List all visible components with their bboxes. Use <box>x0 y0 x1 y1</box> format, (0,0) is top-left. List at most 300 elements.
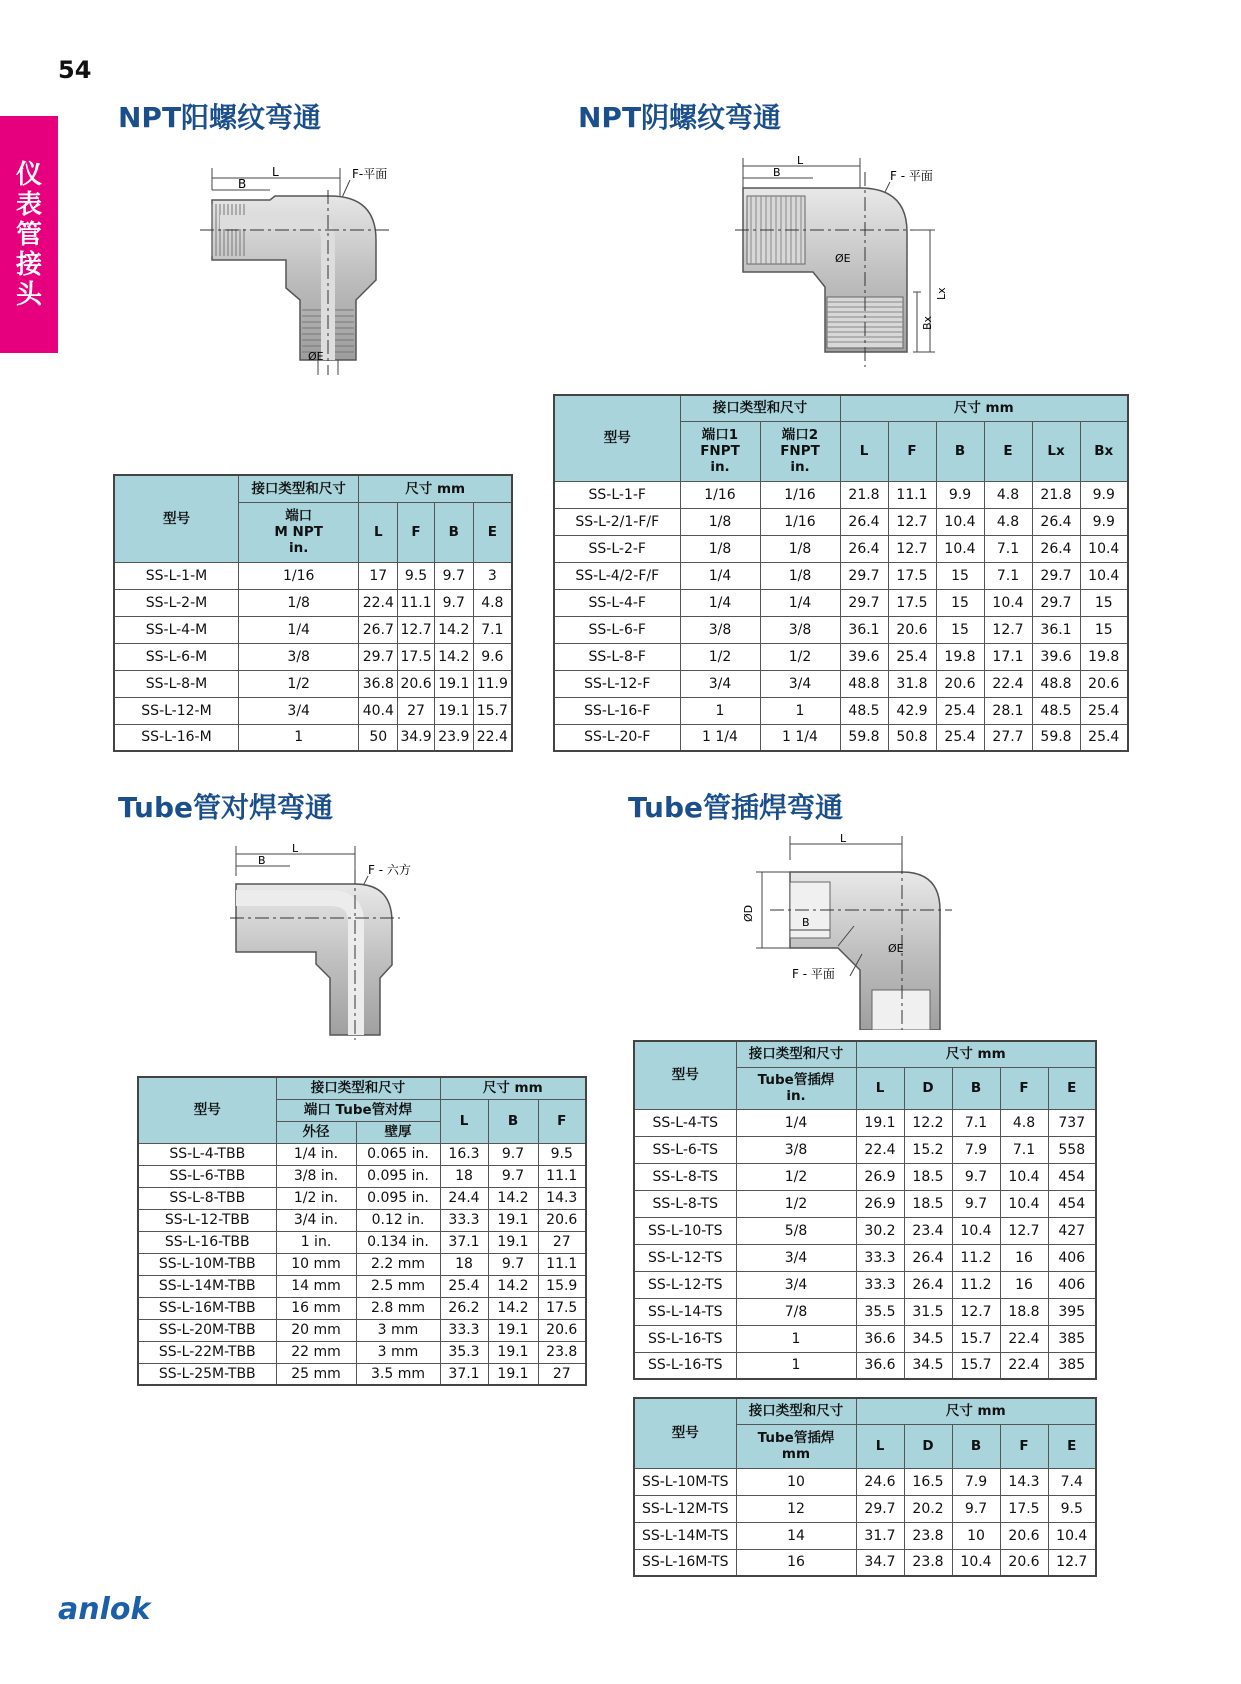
value-cell: 36.8 <box>359 670 398 697</box>
table-row <box>138 1165 586 1187</box>
value-cell: 20 mm <box>276 1319 356 1341</box>
model-cell: SS-L-2-M <box>114 589 238 616</box>
dim-label: F - 六方 <box>368 863 411 877</box>
value-cell: 31.7 <box>856 1522 904 1549</box>
value-cell: 34.5 <box>904 1325 952 1352</box>
value-cell: 26.4 <box>1032 535 1080 562</box>
value-cell: 3.5 mm <box>356 1363 440 1385</box>
value-cell: 3/8 <box>760 616 840 643</box>
table-row <box>634 1217 1096 1244</box>
header-col: F <box>1000 1067 1048 1109</box>
value-cell: 17.1 <box>984 643 1032 670</box>
value-cell: 1/2 <box>736 1190 856 1217</box>
value-cell: 14.2 <box>434 643 473 670</box>
value-cell: 3/4 <box>680 670 760 697</box>
value-cell: 10 <box>952 1522 1000 1549</box>
header-col: L <box>440 1099 488 1143</box>
header-port1 <box>680 421 760 481</box>
value-cell: 1/2 <box>760 643 840 670</box>
header-port <box>736 1067 856 1109</box>
value-cell: 3/8 <box>680 616 760 643</box>
value-cell: 23.8 <box>904 1549 952 1576</box>
value-cell: 1/2 <box>238 670 358 697</box>
value-cell: 37.1 <box>440 1231 488 1253</box>
value-cell: 20.6 <box>888 616 936 643</box>
value-cell: 36.6 <box>856 1352 904 1379</box>
dim-label: L <box>292 842 299 855</box>
side-tab-char: 仪 <box>15 159 42 190</box>
header-port2-label: 端口2 <box>781 427 819 443</box>
value-cell: 26.4 <box>904 1271 952 1298</box>
model-cell: SS-L-4-TS <box>634 1109 736 1136</box>
header-port-label: Tube管插焊 <box>757 1072 835 1088</box>
value-cell: 7.1 <box>952 1109 1000 1136</box>
model-cell: SS-L-14M-TBB <box>138 1275 276 1297</box>
table-row <box>114 724 512 751</box>
page-number: 54 <box>58 56 92 84</box>
model-cell: SS-L-2-F <box>554 535 680 562</box>
value-cell: 10.4 <box>1080 535 1128 562</box>
value-cell: 395 <box>1048 1298 1096 1325</box>
value-cell: 7.4 <box>1048 1468 1096 1495</box>
value-cell: 14.2 <box>488 1187 538 1209</box>
value-cell: 1 <box>736 1352 856 1379</box>
value-cell: 3/8 <box>736 1136 856 1163</box>
model-cell: SS-L-20-F <box>554 724 680 751</box>
value-cell: 1/4 <box>238 616 358 643</box>
value-cell: 15 <box>1080 589 1128 616</box>
value-cell: 27 <box>538 1231 586 1253</box>
table-row <box>634 1352 1096 1379</box>
value-cell: 1/8 <box>238 589 358 616</box>
value-cell: 48.8 <box>1032 670 1080 697</box>
value-cell: 1 in. <box>276 1231 356 1253</box>
header-port-type: FNPT <box>700 443 740 459</box>
value-cell: 9.6 <box>473 643 512 670</box>
value-cell: 16 <box>736 1549 856 1576</box>
value-cell: 9.7 <box>952 1495 1000 1522</box>
dim-label: L <box>797 154 804 167</box>
value-cell: 23.8 <box>904 1522 952 1549</box>
value-cell: 1/8 <box>680 535 760 562</box>
header-col: F <box>1000 1424 1048 1468</box>
model-cell: SS-L-10-TS <box>634 1217 736 1244</box>
value-cell: 35.5 <box>856 1298 904 1325</box>
value-cell: 9.7 <box>434 589 473 616</box>
value-cell: 50.8 <box>888 724 936 751</box>
header-port-unit: in. <box>790 459 810 475</box>
value-cell: 14.3 <box>1000 1468 1048 1495</box>
table-row <box>634 1244 1096 1271</box>
model-cell: SS-L-2/1-F/F <box>554 508 680 535</box>
value-cell: 36.6 <box>856 1325 904 1352</box>
side-tab-char: 接 <box>15 249 42 280</box>
value-cell: 20.6 <box>1000 1549 1048 1576</box>
value-cell: 406 <box>1048 1271 1096 1298</box>
value-cell: 5/8 <box>736 1217 856 1244</box>
header-col: B <box>936 421 984 481</box>
value-cell: 14 mm <box>276 1275 356 1297</box>
value-cell: 48.5 <box>1032 697 1080 724</box>
side-tab-char: 表 <box>15 189 42 220</box>
model-cell: SS-L-12M-TS <box>634 1495 736 1522</box>
model-cell: SS-L-4-TBB <box>138 1143 276 1165</box>
value-cell: 19.1 <box>488 1209 538 1231</box>
table-row <box>138 1143 586 1165</box>
value-cell: 1 <box>736 1325 856 1352</box>
value-cell: 12.7 <box>952 1298 1000 1325</box>
value-cell: 9.9 <box>936 481 984 508</box>
value-cell: 20.6 <box>538 1209 586 1231</box>
value-cell: 20.2 <box>904 1495 952 1522</box>
value-cell: 26.9 <box>856 1163 904 1190</box>
dim-label: L <box>840 832 847 845</box>
header-port-type: M NPT <box>274 524 323 540</box>
table-row <box>114 562 512 589</box>
model-cell: SS-L-25M-TBB <box>138 1363 276 1385</box>
value-cell: 9.7 <box>952 1190 1000 1217</box>
value-cell: 1/2 <box>736 1163 856 1190</box>
side-tab-char: 头 <box>15 279 42 310</box>
value-cell: 17.5 <box>398 643 435 670</box>
table-row <box>138 1341 586 1363</box>
table-row <box>554 670 1128 697</box>
value-cell: 26.4 <box>840 508 888 535</box>
header-port1-label: 端口1 <box>701 427 739 443</box>
value-cell: 737 <box>1048 1109 1096 1136</box>
value-cell: 33.3 <box>856 1271 904 1298</box>
value-cell: 1/2 <box>680 643 760 670</box>
value-cell: 26.4 <box>840 535 888 562</box>
header-model: 型号 <box>634 1041 736 1109</box>
header-port2 <box>760 421 840 481</box>
value-cell: 10.4 <box>1080 562 1128 589</box>
header-port <box>736 1424 856 1468</box>
header-wall: 壁厚 <box>356 1121 440 1143</box>
model-cell: SS-L-6-TBB <box>138 1165 276 1187</box>
header-dim-group: 尺寸 mm <box>359 475 512 502</box>
value-cell: 19.1 <box>434 697 473 724</box>
table-row <box>138 1209 586 1231</box>
table-row <box>634 1298 1096 1325</box>
value-cell: 16 mm <box>276 1297 356 1319</box>
value-cell: 26.2 <box>440 1297 488 1319</box>
value-cell: 15 <box>936 616 984 643</box>
value-cell: 10.4 <box>952 1217 1000 1244</box>
header-col: Lx <box>1032 421 1080 481</box>
value-cell: 19.1 <box>488 1363 538 1385</box>
table-row <box>634 1163 1096 1190</box>
model-cell: SS-L-16-M <box>114 724 238 751</box>
value-cell: 1 <box>680 697 760 724</box>
value-cell: 17.5 <box>888 562 936 589</box>
table-row <box>634 1522 1096 1549</box>
model-cell: SS-L-16-F <box>554 697 680 724</box>
value-cell: 26.4 <box>904 1244 952 1271</box>
brand-logo: anlok <box>58 1592 151 1627</box>
value-cell: 26.7 <box>359 616 398 643</box>
dim-label: F - 平面 <box>890 169 933 183</box>
dim-label: F-平面 <box>352 167 388 181</box>
value-cell: 14.2 <box>434 616 473 643</box>
table-row <box>554 535 1128 562</box>
header-col: L <box>359 502 398 562</box>
model-cell: SS-L-10M-TS <box>634 1468 736 1495</box>
side-tab-char: 管 <box>15 219 42 250</box>
value-cell: 19.1 <box>488 1341 538 1363</box>
header-col: L <box>856 1067 904 1109</box>
value-cell: 16 <box>1000 1271 1048 1298</box>
model-cell: SS-L-16M-TS <box>634 1549 736 1576</box>
value-cell: 24.4 <box>440 1187 488 1209</box>
value-cell: 4.8 <box>984 508 1032 535</box>
value-cell: 36.1 <box>840 616 888 643</box>
value-cell: 29.7 <box>856 1495 904 1522</box>
value-cell: 24.6 <box>856 1468 904 1495</box>
value-cell: 3/8 in. <box>276 1165 356 1187</box>
table-row <box>634 1136 1096 1163</box>
value-cell: 12.2 <box>904 1109 952 1136</box>
model-cell: SS-L-4-M <box>114 616 238 643</box>
dim-label: Bx <box>921 315 934 330</box>
value-cell: 3/4 in. <box>276 1209 356 1231</box>
value-cell: 15.7 <box>952 1352 1000 1379</box>
value-cell: 10.4 <box>1048 1522 1096 1549</box>
value-cell: 11.1 <box>888 481 936 508</box>
header-col: B <box>488 1099 538 1143</box>
value-cell: 0.12 in. <box>356 1209 440 1231</box>
header-dim-group: 尺寸 mm <box>440 1077 586 1099</box>
value-cell: 18.5 <box>904 1163 952 1190</box>
section-title-tube-butt: Tube管对焊弯通 <box>118 791 333 824</box>
table-row <box>138 1363 586 1385</box>
value-cell: 10.4 <box>936 508 984 535</box>
value-cell: 42.9 <box>888 697 936 724</box>
value-cell: 25.4 <box>1080 724 1128 751</box>
value-cell: 14.3 <box>538 1187 586 1209</box>
header-port-unit: in. <box>289 540 309 556</box>
header-model: 型号 <box>138 1077 276 1143</box>
value-cell: 7.9 <box>952 1468 1000 1495</box>
value-cell: 1/16 <box>760 481 840 508</box>
value-cell: 9.7 <box>488 1253 538 1275</box>
value-cell: 4.8 <box>984 481 1032 508</box>
value-cell: 20.6 <box>1080 670 1128 697</box>
model-cell: SS-L-16-TS <box>634 1352 736 1379</box>
value-cell: 7.1 <box>473 616 512 643</box>
header-col: B <box>434 502 473 562</box>
header-dim-group: 尺寸 mm <box>840 395 1128 421</box>
section-title-npt-female: NPT阴螺纹弯通 <box>578 101 782 134</box>
model-cell: SS-L-16-TS <box>634 1325 736 1352</box>
dim-label: B <box>258 854 266 867</box>
value-cell: 1 1/4 <box>680 724 760 751</box>
table-row <box>634 1109 1096 1136</box>
value-cell: 15.7 <box>952 1325 1000 1352</box>
value-cell: 0.134 in. <box>356 1231 440 1253</box>
dim-label: ØE <box>888 942 904 955</box>
table-row <box>554 508 1128 535</box>
value-cell: 15.7 <box>473 697 512 724</box>
value-cell: 12.7 <box>1048 1549 1096 1576</box>
header-dim-group: 尺寸 mm <box>856 1398 1096 1424</box>
value-cell: 1 <box>760 697 840 724</box>
value-cell: 19.1 <box>856 1109 904 1136</box>
value-cell: 10 mm <box>276 1253 356 1275</box>
value-cell: 22 mm <box>276 1341 356 1363</box>
table-row <box>554 481 1128 508</box>
npt-female-elbow-diagram <box>735 152 965 382</box>
value-cell: 20.6 <box>538 1319 586 1341</box>
npt-female-spec-table <box>553 394 1129 752</box>
value-cell: 59.8 <box>840 724 888 751</box>
table-row <box>554 697 1128 724</box>
value-cell: 454 <box>1048 1163 1096 1190</box>
value-cell: 11.9 <box>473 670 512 697</box>
model-cell: SS-L-22M-TBB <box>138 1341 276 1363</box>
value-cell: 10.4 <box>1000 1163 1048 1190</box>
value-cell: 10.4 <box>936 535 984 562</box>
value-cell: 15.2 <box>904 1136 952 1163</box>
table-row <box>138 1187 586 1209</box>
value-cell: 1/16 <box>680 481 760 508</box>
value-cell: 39.6 <box>1032 643 1080 670</box>
value-cell: 15 <box>936 562 984 589</box>
value-cell: 33.3 <box>440 1209 488 1231</box>
value-cell: 22.4 <box>984 670 1032 697</box>
value-cell: 12.7 <box>888 535 936 562</box>
value-cell: 22.4 <box>359 589 398 616</box>
value-cell: 16.3 <box>440 1143 488 1165</box>
value-cell: 23.9 <box>434 724 473 751</box>
value-cell: 25.4 <box>888 643 936 670</box>
value-cell: 16.5 <box>904 1468 952 1495</box>
dim-label: ØE <box>835 252 851 265</box>
model-cell: SS-L-12-TBB <box>138 1209 276 1231</box>
value-cell: 0.095 in. <box>356 1165 440 1187</box>
value-cell: 14.2 <box>488 1275 538 1297</box>
value-cell: 39.6 <box>840 643 888 670</box>
table-row <box>114 670 512 697</box>
table-row <box>138 1253 586 1275</box>
table-row <box>138 1319 586 1341</box>
dim-label: Lx <box>935 287 948 300</box>
value-cell: 11.1 <box>538 1253 586 1275</box>
table-row <box>634 1271 1096 1298</box>
value-cell: 21.8 <box>1032 481 1080 508</box>
value-cell: 34.5 <box>904 1352 952 1379</box>
value-cell: 2.5 mm <box>356 1275 440 1297</box>
dim-label: B <box>802 916 810 929</box>
value-cell: 3 <box>473 562 512 589</box>
value-cell: 12.7 <box>1000 1217 1048 1244</box>
header-port <box>238 502 358 562</box>
header-port-unit: in. <box>786 1088 806 1104</box>
value-cell: 25 mm <box>276 1363 356 1385</box>
value-cell: 3/4 <box>760 670 840 697</box>
header-col: D <box>904 1424 952 1468</box>
table-row <box>114 697 512 724</box>
value-cell: 29.7 <box>840 589 888 616</box>
header-col: B <box>952 1424 1000 1468</box>
value-cell: 2.2 mm <box>356 1253 440 1275</box>
table-row <box>634 1190 1096 1217</box>
value-cell: 9.5 <box>538 1143 586 1165</box>
value-cell: 0.065 in. <box>356 1143 440 1165</box>
value-cell: 15 <box>1080 616 1128 643</box>
value-cell: 25.4 <box>440 1275 488 1297</box>
value-cell: 7.1 <box>984 562 1032 589</box>
header-col: E <box>473 502 512 562</box>
value-cell: 40.4 <box>359 697 398 724</box>
value-cell: 59.8 <box>1032 724 1080 751</box>
header-port-group: 接口类型和尺寸 <box>238 475 358 502</box>
value-cell: 19.1 <box>434 670 473 697</box>
model-cell: SS-L-12-TS <box>634 1244 736 1271</box>
value-cell: 12.7 <box>888 508 936 535</box>
model-cell: SS-L-14-TS <box>634 1298 736 1325</box>
header-col: L <box>856 1424 904 1468</box>
side-tab-category <box>0 116 58 353</box>
header-col: E <box>984 421 1032 481</box>
value-cell: 11.1 <box>398 589 435 616</box>
value-cell: 3/4 <box>736 1244 856 1271</box>
table-row <box>554 562 1128 589</box>
value-cell: 427 <box>1048 1217 1096 1244</box>
value-cell: 9.5 <box>398 562 435 589</box>
value-cell: 22.4 <box>856 1136 904 1163</box>
model-cell: SS-L-6-F <box>554 616 680 643</box>
value-cell: 27.7 <box>984 724 1032 751</box>
value-cell: 16 <box>1000 1244 1048 1271</box>
value-cell: 1/4 <box>680 589 760 616</box>
model-cell: SS-L-12-TS <box>634 1271 736 1298</box>
model-cell: SS-L-10M-TBB <box>138 1253 276 1275</box>
value-cell: 48.8 <box>840 670 888 697</box>
value-cell: 10.4 <box>1000 1190 1048 1217</box>
value-cell: 17 <box>359 562 398 589</box>
value-cell: 33.3 <box>856 1244 904 1271</box>
model-cell: SS-L-8-TS <box>634 1190 736 1217</box>
table-row <box>114 616 512 643</box>
value-cell: 20.6 <box>936 670 984 697</box>
value-cell: 1/8 <box>760 562 840 589</box>
value-cell: 50 <box>359 724 398 751</box>
value-cell: 3/8 <box>238 643 358 670</box>
value-cell: 11.2 <box>952 1271 1000 1298</box>
value-cell: 17.5 <box>538 1297 586 1319</box>
header-col: E <box>1048 1424 1096 1468</box>
value-cell: 18 <box>440 1165 488 1187</box>
model-cell: SS-L-1-M <box>114 562 238 589</box>
value-cell: 27 <box>398 697 435 724</box>
value-cell: 10 <box>736 1468 856 1495</box>
value-cell: 25.4 <box>1080 697 1128 724</box>
value-cell: 3/4 <box>238 697 358 724</box>
value-cell: 28.1 <box>984 697 1032 724</box>
header-col: B <box>952 1067 1000 1109</box>
value-cell: 9.9 <box>1080 481 1128 508</box>
header-port-group: 接口类型和尺寸 <box>736 1041 856 1067</box>
value-cell: 36.1 <box>1032 616 1080 643</box>
value-cell: 3 mm <box>356 1341 440 1363</box>
tube-butt-elbow-diagram <box>230 840 430 1040</box>
header-port-label: 端口 <box>285 508 313 524</box>
value-cell: 19.8 <box>936 643 984 670</box>
value-cell: 12 <box>736 1495 856 1522</box>
value-cell: 9.9 <box>1080 508 1128 535</box>
table-row <box>114 589 512 616</box>
